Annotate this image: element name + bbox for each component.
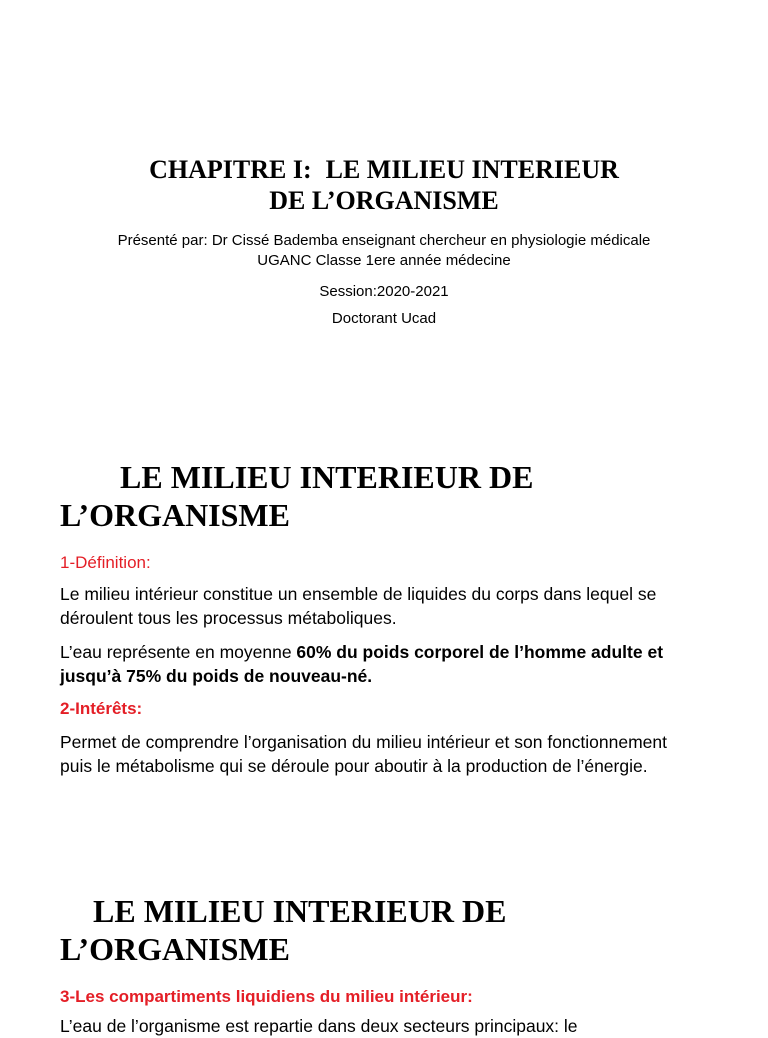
interets-label: 2-Intérêts: — [60, 699, 143, 718]
slide-heading — [60, 892, 710, 968]
compartments-label: 3-Les compartiments liquidiens du milieu intérieur: — [60, 987, 473, 1006]
slide-heading-line2: L’ORGANISME — [60, 931, 290, 967]
slide-heading-line1: LE MILIEU INTERIEUR DE — [93, 893, 507, 929]
doctorant-line: Doctorant Ucad — [331, 310, 437, 327]
interets-text: Permet de comprendre l’organisation du milieu intérieur et son fonctionnement puis le métabolisme qui se déroule pour aboutir à la production de l’énergie. — [60, 732, 667, 776]
definition-text: Le milieu intérieur constitue un ensemble de liquides du corps dans lequel se déroulent tous les processus métaboliques. — [60, 584, 657, 628]
compartments-slide — [0, 878, 768, 1036]
slide-heading-line1: LE MILIEU INTERIEUR DE — [120, 459, 534, 495]
presenter-line: Présenté par: Dr Cissé Bademba enseignant chercheur en physiologie médicale UGANC Classe 1ere année médecine — [117, 232, 651, 269]
definition-label: 1-Définition: — [60, 553, 151, 572]
water-text-prefix: L’eau représente en moyenne — [60, 642, 297, 662]
definition-slide — [0, 440, 768, 840]
title-slide — [0, 0, 768, 410]
water-text-bold: 60% du poids corporel de l’homme adulte et jusqu’à 75% du poids de nouveau-né. — [60, 642, 664, 686]
slide-heading-line2: L’ORGANISME — [60, 497, 290, 533]
chapter-title — [0, 154, 768, 216]
water-text — [60, 640, 700, 688]
chapter-label: CHAPITRE I: — [149, 155, 312, 184]
compartments-text: L’eau de l’organisme est repartie dans deux secteurs principaux: le — [60, 1016, 578, 1036]
chapter-title-part1: LE MILIEU INTERIEUR — [325, 155, 619, 184]
session-line: Session:2020-2021 — [319, 283, 449, 300]
chapter-title-part2: DE L’ORGANISME — [269, 186, 499, 215]
slide-heading — [60, 458, 710, 534]
